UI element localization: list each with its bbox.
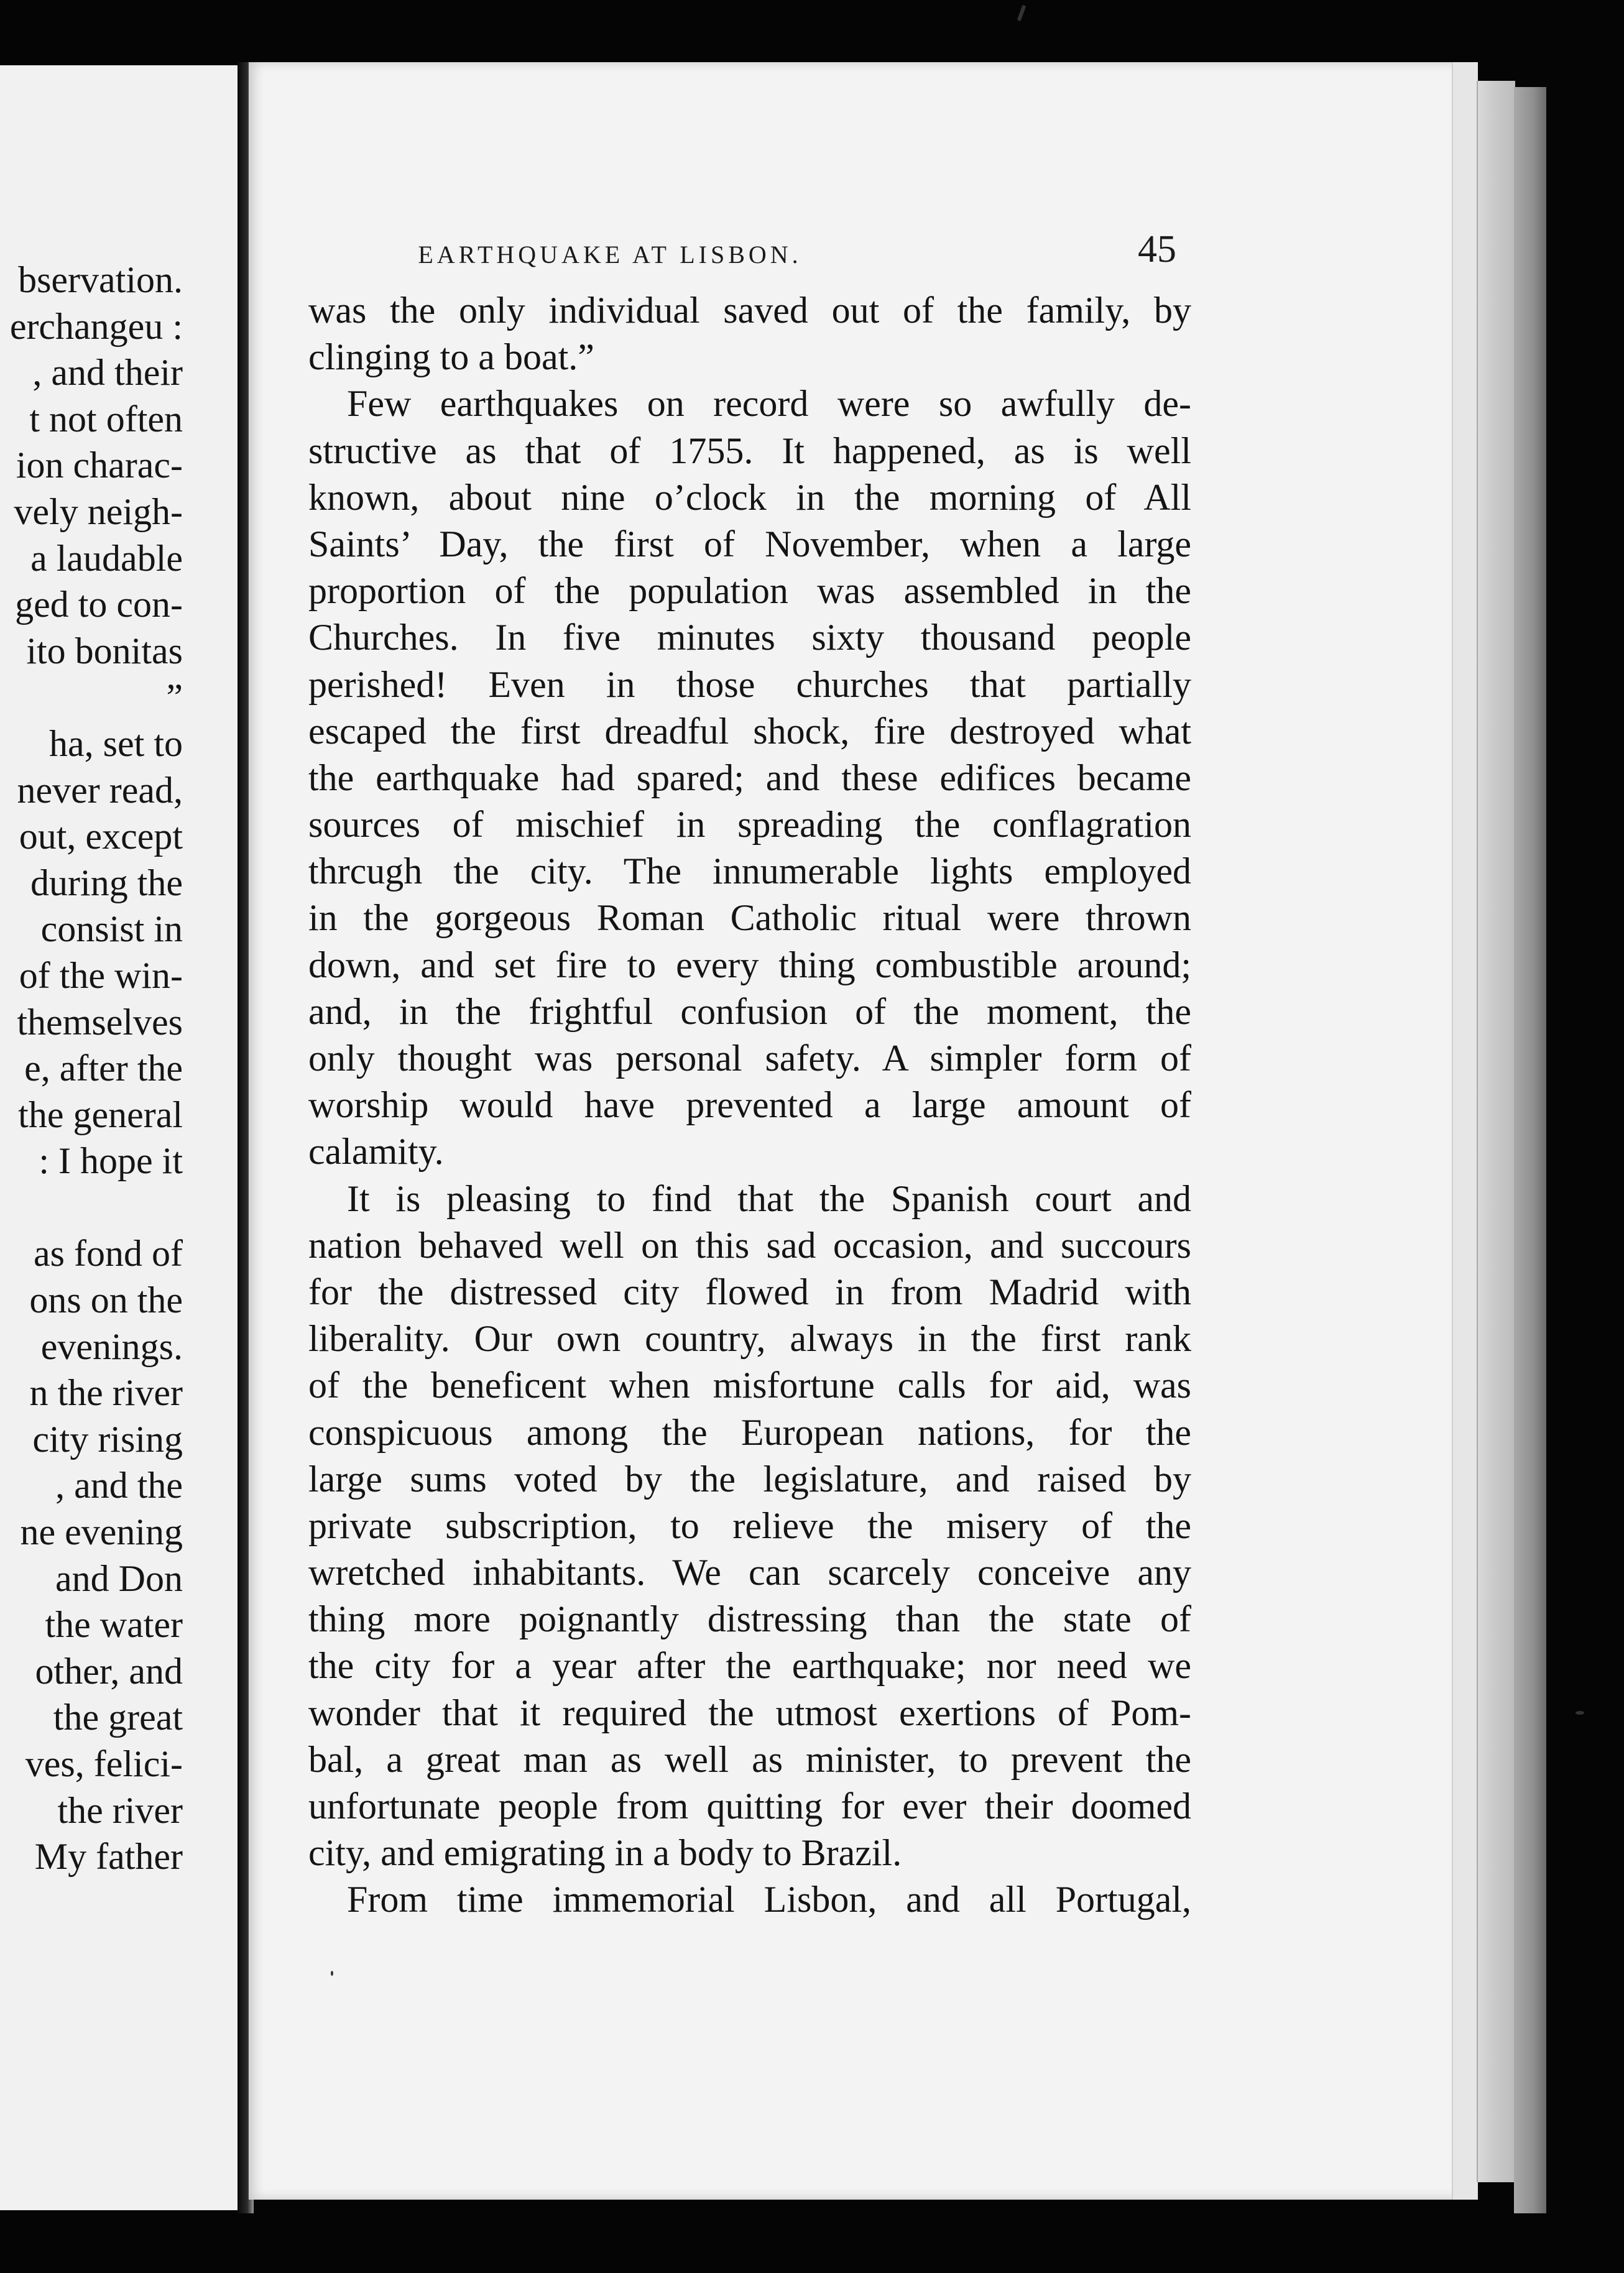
text-line: perished! Even in those churches that partially bbox=[308, 663, 1191, 705]
left-page-line: t not often bbox=[29, 398, 183, 440]
text-line: bal, a great man as well as minister, to prevent the bbox=[308, 1738, 1191, 1780]
left-page-line: : I hope it bbox=[39, 1140, 183, 1182]
text-line: Few earthquakes on record were so awfully de- bbox=[347, 383, 1191, 425]
text-line: private subscription, to relieve the misery of the bbox=[308, 1505, 1191, 1546]
text-line: escaped the first dreadful shock, fire destroyed what bbox=[308, 710, 1191, 752]
text-line: for the distressed city flowed in from Madrid with bbox=[308, 1271, 1191, 1312]
left-page-line: of the win- bbox=[19, 954, 183, 996]
left-page-line: the general bbox=[18, 1094, 183, 1135]
left-page-line: during the bbox=[30, 862, 183, 903]
text-line: city, and emigrating in a body to Brazil. bbox=[308, 1832, 902, 1874]
page-header bbox=[284, 168, 1185, 270]
left-page-line: ves, felici- bbox=[25, 1743, 183, 1784]
left-page-line: vely neigh- bbox=[14, 491, 183, 532]
left-page-line: , and the bbox=[55, 1465, 183, 1506]
left-page-line: as fond of bbox=[34, 1233, 183, 1275]
left-page-line: never read, bbox=[17, 769, 183, 811]
left-page bbox=[0, 65, 242, 2210]
left-page-line: ha, set to bbox=[49, 722, 183, 764]
text-line: down, and set fire to every thing combustible around; bbox=[308, 944, 1191, 985]
left-page-line: a laudable bbox=[30, 537, 183, 579]
text-line: Churches. In five minutes sixty thousand people bbox=[308, 617, 1191, 658]
scan-speck bbox=[1576, 1711, 1584, 1715]
left-page-line: bservation. bbox=[18, 259, 183, 300]
left-page-line: ” bbox=[166, 676, 183, 718]
running-head: EARTHQUAKE AT LISBON. bbox=[418, 241, 802, 269]
left-page-line: n the river bbox=[29, 1372, 183, 1414]
text-line: only thought was personal safety. A simpler form of bbox=[308, 1038, 1191, 1079]
text-line: structive as that of 1755. It happened, as is well bbox=[308, 430, 1191, 471]
text-line: It is pleasing to find that the Spanish court and bbox=[347, 1178, 1191, 1219]
text-line: thrcugh the city. The innumerable lights employed bbox=[308, 851, 1191, 892]
text-line: calamity. bbox=[308, 1131, 444, 1173]
left-page-line: e, after the bbox=[24, 1048, 183, 1089]
left-page-line: , and their bbox=[32, 352, 183, 394]
left-page-line: ito bonitas bbox=[26, 630, 183, 671]
page-edge bbox=[1452, 62, 1478, 2200]
left-page-line: erchangeu : bbox=[9, 305, 183, 347]
text-line: unfortunate people from quitting for ever their doomed bbox=[308, 1786, 1191, 1827]
text-line: was the only individual saved out of the family, by bbox=[308, 290, 1191, 331]
left-page-line: themselves bbox=[17, 1001, 183, 1043]
left-page-line: and Don bbox=[55, 1557, 183, 1599]
text-line: sources of mischief in spreading the conflagration bbox=[308, 804, 1191, 846]
body-text bbox=[308, 287, 1191, 1924]
page-stack-edge bbox=[1477, 81, 1515, 2182]
left-page-line: ons on the bbox=[29, 1279, 183, 1321]
text-line: nation behaved well on this sad occasion, and succours bbox=[308, 1224, 1191, 1266]
text-line: wonder that it required the utmost exertions of Pom- bbox=[308, 1692, 1191, 1733]
text-line: of the beneficent when misfortune calls for aid, was bbox=[308, 1365, 1191, 1406]
text-line: Saints’ Day, the first of November, when a large bbox=[308, 523, 1191, 565]
left-page-line: ion charac- bbox=[16, 445, 183, 486]
text-line: liberality. Our own country, always in the first rank bbox=[308, 1318, 1191, 1360]
left-page-line: the river bbox=[57, 1789, 183, 1831]
left-page-line: other, and bbox=[35, 1650, 183, 1692]
left-page-text bbox=[0, 257, 183, 1880]
left-page-line: the great bbox=[53, 1697, 183, 1738]
text-line: large sums voted by the legislature, and raised by bbox=[308, 1458, 1191, 1500]
left-page-line: ne evening bbox=[20, 1511, 183, 1553]
left-page-line: My father bbox=[34, 1836, 183, 1878]
text-line: and, in the frightful confusion of the moment, the bbox=[308, 990, 1191, 1032]
text-line: clinging to a boat.” bbox=[308, 336, 594, 378]
left-page-line: the water bbox=[45, 1604, 183, 1646]
left-page-line: city rising bbox=[32, 1418, 183, 1460]
book-cover-edge bbox=[1514, 87, 1546, 2213]
text-line: in the gorgeous Roman Catholic ritual were thrown bbox=[308, 897, 1191, 939]
text-line: the earthquake had spared; and these edifices became bbox=[308, 757, 1191, 798]
text-line: wretched inhabitants. We can scarcely conceive any bbox=[308, 1552, 1191, 1593]
text-line: thing more poignantly distressing than the state of bbox=[308, 1598, 1191, 1640]
left-page-line: consist in bbox=[40, 908, 183, 950]
left-page-line: out, except bbox=[19, 816, 183, 857]
text-line: From time immemorial Lisbon, and all Portugal, bbox=[347, 1879, 1191, 1920]
scan-speck bbox=[331, 1971, 333, 1976]
left-page-line: evenings. bbox=[40, 1326, 183, 1367]
text-line: proportion of the population was assembled in the bbox=[308, 570, 1191, 612]
left-page-line bbox=[0, 1184, 183, 1231]
text-line: the city for a year after the earthquake; nor need we bbox=[308, 1645, 1191, 1687]
text-line: known, about nine o’clock in the morning of All bbox=[308, 476, 1191, 518]
left-page-line: ged to con- bbox=[15, 584, 183, 625]
page-number: 45 bbox=[1138, 228, 1176, 270]
text-line: conspicuous among the European nations, for the bbox=[308, 1411, 1191, 1453]
text-line: worship would have prevented a large amount of bbox=[308, 1084, 1191, 1126]
